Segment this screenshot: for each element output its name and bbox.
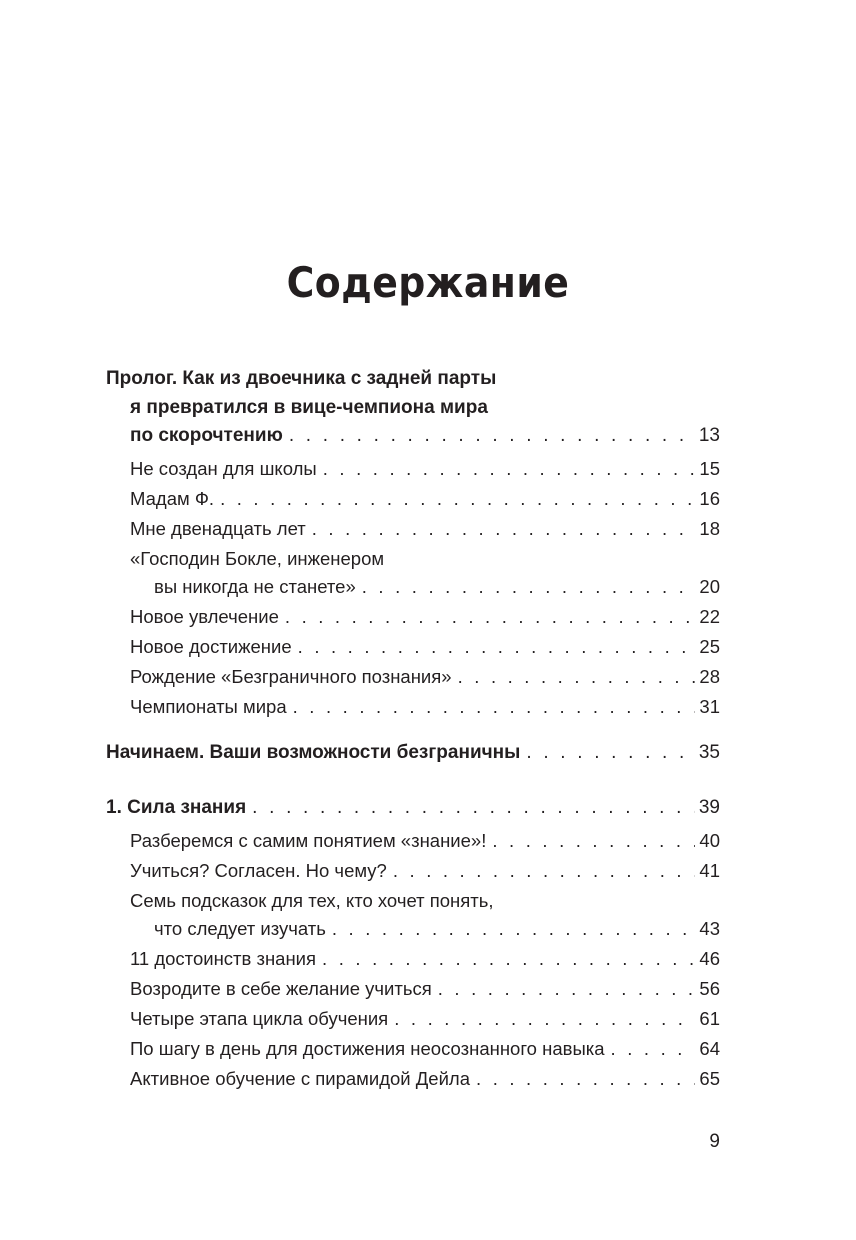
toc-entry-text: «Господин Бокле, инженером bbox=[130, 548, 385, 569]
toc-entry-text: Пролог. Как из двоечника с задней парты bbox=[106, 368, 497, 389]
toc-entry bbox=[130, 858, 720, 884]
toc-entry-text: Активное обучение с пирамидой Дейла bbox=[130, 1068, 471, 1089]
toc-entry-text: Новое достижение bbox=[130, 636, 292, 657]
leader-dots bbox=[285, 604, 696, 630]
toc-entry-text: по скорочтению bbox=[130, 425, 283, 446]
toc-entry bbox=[130, 828, 720, 854]
leader-dots bbox=[492, 828, 695, 854]
toc-entry-text: 1. Сила знания bbox=[106, 797, 247, 818]
toc-entry bbox=[130, 604, 720, 630]
toc-page-number: 56 bbox=[699, 978, 720, 999]
toc-entry-text: Семь подсказок для тех, кто хочет понять, bbox=[130, 890, 494, 911]
toc-entry-text: Возродите в себе желание учиться bbox=[130, 978, 432, 999]
toc-page-number: 20 bbox=[699, 576, 720, 597]
toc-page-number: 39 bbox=[698, 797, 720, 818]
leader-dots bbox=[362, 574, 696, 600]
toc-entry bbox=[130, 1006, 720, 1032]
toc-entry bbox=[130, 486, 720, 512]
toc-page-number: 18 bbox=[699, 518, 720, 539]
toc-entry-text: вы никогда не станете» bbox=[154, 576, 356, 597]
leader-dots bbox=[438, 976, 696, 1002]
toc-entry bbox=[154, 916, 720, 942]
toc-entry bbox=[130, 1066, 720, 1092]
toc-entry bbox=[130, 1036, 720, 1062]
toc-page-number: 31 bbox=[699, 696, 720, 717]
leader-dots bbox=[252, 795, 695, 821]
toc-entry bbox=[130, 456, 720, 482]
toc-entry-text: что следует изучать bbox=[154, 918, 326, 939]
toc-page-number: 61 bbox=[699, 1008, 720, 1029]
leader-dots bbox=[332, 916, 696, 942]
leader-dots bbox=[312, 516, 696, 542]
toc-entry-text: Мне двенадцать лет bbox=[130, 518, 306, 539]
toc-entry-text: Учиться? Согласен. Но чему? bbox=[130, 860, 387, 881]
toc-entry-text: Начинаем. Ваши возможности безграничны bbox=[106, 742, 521, 763]
leader-dots bbox=[526, 740, 695, 766]
toc-entry-text: я превратился в вице-чемпиона мира bbox=[130, 397, 488, 418]
toc-page-number: 40 bbox=[699, 830, 720, 851]
toc-entry-text: Рождение «Безграничного познания» bbox=[130, 666, 452, 687]
leader-dots bbox=[323, 456, 696, 482]
toc-entry-text: Разберемся с самим понятием «знание»! bbox=[130, 830, 487, 851]
toc-entry bbox=[106, 795, 720, 821]
toc-page-number: 35 bbox=[698, 742, 720, 763]
leader-dots bbox=[611, 1036, 696, 1062]
leader-dots bbox=[289, 423, 695, 449]
toc-entry-text: Чемпионаты мира bbox=[130, 696, 287, 717]
toc-entry bbox=[130, 694, 720, 720]
toc-page-number: 41 bbox=[699, 860, 720, 881]
toc-entry-text: 11 достоинств знания bbox=[130, 948, 317, 969]
toc-page-number: 16 bbox=[699, 488, 720, 509]
leader-dots bbox=[298, 634, 696, 660]
toc-entry-text: Новое увлечение bbox=[130, 606, 279, 627]
leader-dots bbox=[458, 664, 696, 690]
toc-entry-text: Мадам Ф. bbox=[130, 488, 215, 509]
leader-dots bbox=[220, 486, 695, 512]
toc-entry bbox=[130, 634, 720, 660]
toc-page-number: 46 bbox=[699, 948, 720, 969]
leader-dots bbox=[476, 1066, 695, 1092]
leader-dots bbox=[394, 1006, 695, 1032]
toc-entry bbox=[130, 423, 720, 449]
toc-entry bbox=[130, 976, 720, 1002]
leader-dots bbox=[393, 858, 696, 884]
toc-entry bbox=[154, 574, 720, 600]
toc-page-number: 28 bbox=[699, 666, 720, 687]
toc-page-number: 65 bbox=[699, 1068, 720, 1089]
toc-page-number: 15 bbox=[699, 458, 720, 479]
leader-dots bbox=[293, 694, 696, 720]
toc-entry-text: Четыре этапа цикла обучения bbox=[130, 1008, 389, 1029]
toc-entry-text: По шагу в день для достижения неосознанного навыка bbox=[130, 1038, 605, 1059]
toc-entry bbox=[106, 740, 720, 766]
toc-page-number: 64 bbox=[699, 1038, 720, 1059]
toc-entry bbox=[130, 664, 720, 690]
toc-entry bbox=[130, 946, 720, 972]
toc-entry-text: Не создан для школы bbox=[130, 458, 317, 479]
page-title: Содержание bbox=[286, 258, 570, 307]
toc-entry bbox=[130, 516, 720, 542]
toc-page-number: 13 bbox=[698, 425, 720, 446]
toc-page-number: 25 bbox=[699, 636, 720, 657]
toc-page-number: 22 bbox=[699, 606, 720, 627]
toc-page-number: 43 bbox=[699, 918, 720, 939]
leader-dots bbox=[322, 946, 695, 972]
page-number: 9 bbox=[709, 1131, 720, 1152]
